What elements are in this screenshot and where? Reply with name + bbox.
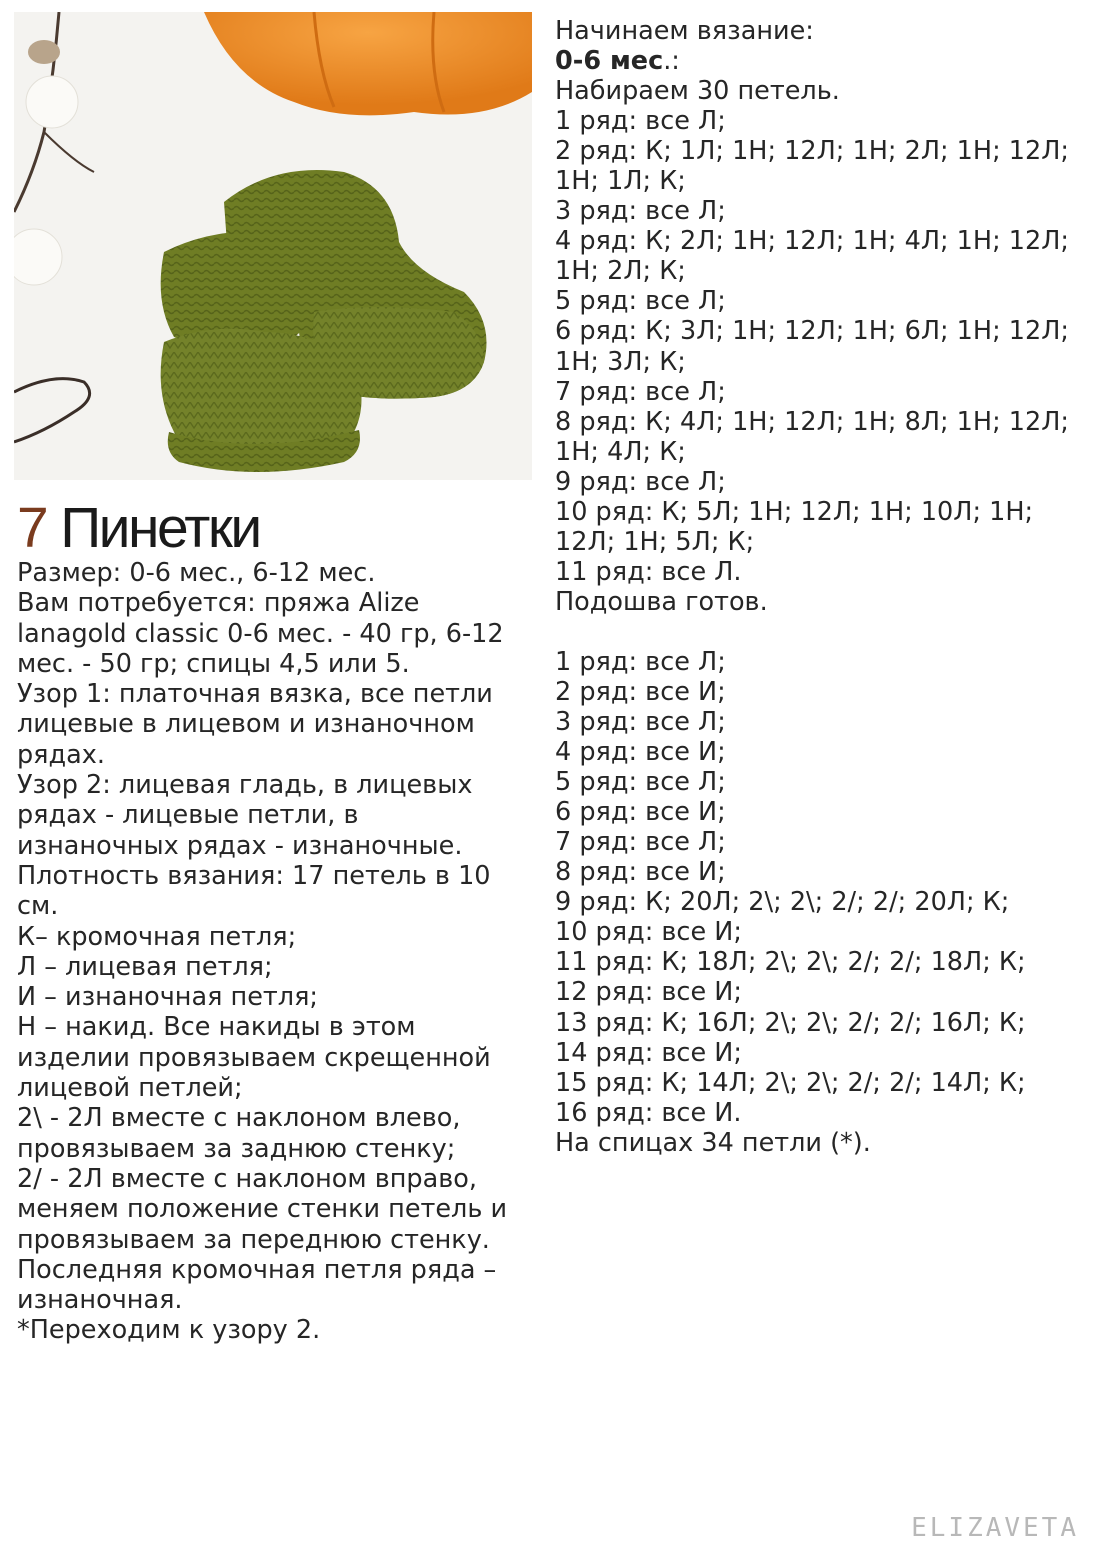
description-line: И – изнаночная петля; (17, 982, 318, 1013)
booties-illustration (14, 12, 532, 480)
description-line: Размер: 0-6 мес., 6-12 мес. (17, 558, 376, 588)
description-line: изнаночных рядах - изнаночные. (17, 830, 463, 861)
instruction-line: 1 ряд: все Л; (555, 646, 726, 677)
instruction-line: 7 ряд: все Л; (555, 376, 726, 407)
description-line: провязываем за переднюю стенку. (17, 1224, 490, 1255)
instruction-line: 1Н; 3Л; К; (555, 346, 686, 377)
instruction-line: 12Л; 1Н; 5Л; К; (555, 526, 755, 557)
description-line: *Переходим к узору 2. (17, 1315, 321, 1346)
description-line: см. (17, 891, 59, 922)
description-line: изделии провязываем скрещенной (17, 1042, 491, 1073)
instructions-intro: Начинаем вязание: (555, 16, 814, 46)
instruction-line (555, 617, 1075, 647)
description-line: провязываем за заднюю стенку; (17, 1133, 456, 1164)
description-line: лицевой петлей; (17, 1073, 243, 1104)
instruction-line: 15 ряд: К; 14Л; 2\; 2\; 2/; 2/; 14Л; К; (555, 1067, 1026, 1098)
instruction-line: 14 ряд: все И; (555, 1037, 742, 1068)
product-photo (14, 12, 532, 480)
instruction-line: 12 ряд: все И; (555, 977, 742, 1008)
description-line: изнаночная. (17, 1285, 183, 1316)
description-line: 2/ - 2Л вместе с наклоном вправо, (17, 1163, 477, 1194)
instruction-line: 6 ряд: все И; (555, 797, 726, 828)
description-line: К– кромочная петля; (17, 921, 297, 952)
instruction-line: 11 ряд: все Л. (555, 556, 742, 587)
description-line: 2\ - 2Л вместе с наклоном влево, (17, 1103, 461, 1134)
description-line: рядах - лицевые петли, в (17, 800, 359, 831)
instruction-line: 5 ряд: все Л; (555, 767, 726, 798)
size-heading-rest: .: (663, 46, 680, 77)
instruction-line: 1Н; 4Л; К; (555, 436, 686, 467)
description-line: lanagold classic 0-6 мес. - 40 гр, 6-12 (17, 618, 504, 649)
instruction-line: 2 ряд: К; 1Л; 1Н; 12Л; 1Н; 2Л; 1Н; 12Л; (555, 136, 1069, 167)
description-line: Л – лицевая петля; (17, 951, 273, 982)
description-line: Н – накид. Все накиды в этом (17, 1012, 416, 1043)
title-number: 7 (17, 496, 47, 560)
instruction-line: 1Н; 1Л; К; (555, 166, 686, 197)
instruction-line: Набираем 30 петель. (555, 76, 840, 107)
instruction-line: 1Н; 2Л; К; (555, 256, 686, 287)
instruction-line: 7 ряд: все Л; (555, 827, 726, 858)
instruction-line: 2 ряд: все И; (555, 676, 726, 707)
instruction-line: Подошва готов. (555, 586, 768, 617)
instruction-line: 9 ряд: все Л; (555, 466, 726, 497)
instruction-line: 8 ряд: все И; (555, 857, 726, 888)
description-line: рядах. (17, 739, 105, 770)
knitting-instructions (555, 16, 1075, 1158)
instruction-line: 10 ряд: К; 5Л; 1Н; 12Л; 1Н; 10Л; 1Н; (555, 496, 1034, 527)
instruction-line: 8 ряд: К; 4Л; 1Н; 12Л; 1Н; 8Л; 1Н; 12Л; (555, 406, 1069, 437)
instruction-line: 10 ряд: все И; (555, 917, 742, 948)
instruction-line: 13 ряд: К; 16Л; 2\; 2\; 2/; 2/; 16Л; К; (555, 1007, 1026, 1038)
instruction-line: 6 ряд: К; 3Л; 1Н; 12Л; 1Н; 6Л; 1Н; 12Л; (555, 316, 1069, 347)
description-line: меняем положение стенки петель и (17, 1194, 508, 1225)
row-list (555, 76, 1075, 1158)
size-heading-bold: 0-6 мес (555, 46, 664, 77)
instruction-line: На спицах 34 петли (*). (555, 1127, 871, 1158)
description-line: Узор 1: платочная вязка, все петли (17, 679, 493, 710)
instruction-line: 3 ряд: все Л; (555, 196, 726, 227)
description-line: Плотность вязания: 17 петель в 10 (17, 860, 491, 891)
instruction-line: 9 ряд: К; 20Л; 2\; 2\; 2/; 2/; 20Л; К; (555, 887, 1010, 918)
brand-footer: ELIZAVETA (911, 1513, 1079, 1543)
instruction-line: 11 ряд: К; 18Л; 2\; 2\; 2/; 2/; 18Л; К; (555, 947, 1026, 978)
description-line: мес. - 50 гр; спицы 4,5 или 5. (17, 648, 410, 679)
description-line: лицевые в лицевом и изнаночном (17, 709, 475, 740)
instruction-line: 16 ряд: все И. (555, 1097, 742, 1128)
description-line: Узор 2: лицевая гладь, в лицевых (17, 770, 473, 801)
description-line: Последняя кромочная петля ряда – (17, 1254, 497, 1285)
size-heading (555, 46, 1075, 76)
pattern-description (17, 558, 527, 1346)
description-line: Вам потребуется: пряжа Alize (17, 588, 420, 619)
instruction-line: 4 ряд: все И; (555, 737, 726, 768)
page-title (17, 494, 260, 562)
instruction-line: 4 ряд: К; 2Л; 1Н; 12Л; 1Н; 4Л; 1Н; 12Л; (555, 226, 1069, 257)
instruction-line: 1 ряд: все Л; (555, 106, 726, 137)
title-text: Пинетки (60, 496, 260, 560)
instruction-line: 3 ряд: все Л; (555, 707, 726, 738)
instruction-line: 5 ряд: все Л; (555, 286, 726, 317)
